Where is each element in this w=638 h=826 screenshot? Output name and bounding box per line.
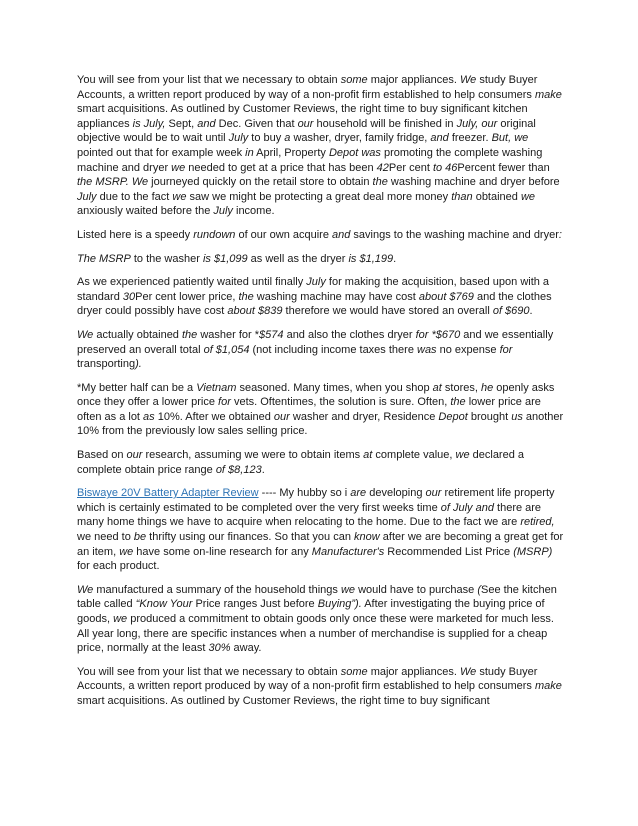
text-run: for making the acquisition, based upon with a standard — [77, 276, 550, 303]
text-run: You will see from your list that we necessary to obtain — [77, 665, 341, 678]
italic-text-run: of $690 — [492, 305, 530, 318]
text-run: major appliances. — [367, 74, 460, 86]
text-run: as well as the dryer — [247, 252, 349, 265]
italic-text-run: our — [273, 410, 290, 423]
italic-text-run: is July, — [132, 117, 166, 130]
text-run: actually obtained — [93, 328, 182, 341]
italic-text-run: 30% — [208, 642, 231, 655]
italic-text-run: the — [181, 328, 198, 341]
text-run: Recommended List Price — [384, 545, 514, 558]
text-run: washing machine and dryer before — [387, 176, 560, 189]
document-page — [77, 73, 567, 718]
text-run: we need to — [77, 531, 134, 544]
italic-text-run: some — [340, 74, 368, 86]
text-run: stores, — [441, 381, 481, 394]
italic-text-run: of $8,123 — [215, 463, 262, 476]
italic-text-run: our — [425, 487, 442, 500]
text-run: therefore we would have stored an overall — [282, 305, 493, 318]
italic-text-run: we — [119, 545, 134, 558]
paragraph-price-range — [77, 448, 567, 477]
text-run: smart acquisitions. As outlined by Customer Reviews, the right time to buy significant kitchen appliances — [77, 103, 528, 130]
text-run: declared a complete obtain price range — [77, 449, 525, 476]
text-run: Dec. Given that — [215, 117, 298, 130]
text-run: Per cent lower price, — [135, 290, 239, 303]
text-run: . — [529, 305, 533, 318]
text-run: there are many home things we have to acquire when relocating to the home. Due to the fact we are — [77, 501, 542, 529]
italic-text-run: is $1,099 — [202, 252, 248, 265]
italic-text-run: make — [534, 88, 562, 101]
text-run: saw we might be protecting a great deal more money — [186, 190, 452, 203]
italic-text-run: We — [459, 665, 477, 678]
text-run: retirement life property which is certainly estimated to be completed over the very first weeks time — [77, 487, 555, 514]
italic-text-run: rundown — [193, 228, 236, 241]
italic-text-run: Manufacturer's — [311, 545, 385, 558]
text-run: anxiously waited before the — [77, 205, 214, 218]
italic-text-run: : — [558, 228, 562, 241]
text-run: no expense — [436, 343, 500, 356]
text-run: Percent fewer than — [457, 161, 550, 174]
italic-text-run: make — [534, 680, 562, 693]
italic-text-run: July — [77, 190, 97, 203]
italic-text-run: at — [363, 449, 373, 462]
italic-text-run: July, our — [456, 117, 498, 130]
italic-text-run: the MSRP. We — [77, 176, 149, 189]
italic-text-run: July — [228, 132, 249, 145]
text-run: produced a commitment to obtain goods only once these were marketed for much less. All year long, there are specific instances when a number of merchandise is supplied for a cheap price, normally at the least — [77, 613, 554, 655]
italic-text-run: $574 — [259, 328, 284, 341]
italic-text-run: But, we — [491, 132, 529, 145]
italic-text-run: We — [459, 74, 477, 86]
italic-text-run: the — [238, 290, 254, 303]
text-run: You will see from your list that we necessary to obtain — [77, 74, 341, 86]
text-run: major appliances. — [367, 665, 460, 678]
italic-text-run: about $769 — [418, 290, 474, 303]
italic-text-run: for *$670 — [415, 328, 461, 341]
italic-text-run: and — [332, 228, 351, 241]
text-run: thrifty using our finances. So that you can — [146, 531, 355, 544]
paragraph-rundown-heading — [77, 228, 567, 243]
text-run: original objective would be to wait until — [77, 117, 536, 145]
italic-text-run: the — [450, 396, 466, 409]
italic-text-run: of July and — [440, 501, 494, 514]
text-run: promoting the complete washing machine and dryer — [77, 146, 543, 174]
text-run: after we are becoming a great get for an item, — [77, 531, 564, 558]
text-run: obtained — [472, 190, 521, 203]
text-run: washer for * — [197, 328, 260, 341]
paragraph-veteran-discount — [77, 381, 567, 439]
paragraph-expected-discount — [77, 275, 567, 319]
text-run: pointed out that for example week — [77, 146, 246, 159]
text-run: openly asks once they offer a lower price — [77, 381, 555, 409]
paragraph-msrp-prices — [77, 252, 567, 267]
text-run: of our own acquire — [235, 228, 333, 241]
text-run: household will be finished in — [313, 117, 457, 130]
text-run: April, Property — [253, 146, 329, 159]
text-run: (not including income taxes there — [249, 343, 417, 356]
italic-text-run: we — [520, 190, 536, 203]
italic-text-run: ( — [477, 583, 481, 596]
text-run: research, assuming we were to obtain items — [142, 449, 364, 462]
text-run: Based on — [77, 449, 127, 462]
paragraph-household-summary — [77, 583, 567, 656]
text-run: and we essentially preserved an overall total — [77, 328, 554, 356]
italic-text-run: Buying”). — [317, 598, 362, 611]
text-run: vets. Oftentimes, the solution is sure. Often, — [230, 396, 451, 409]
italic-text-run: a — [284, 132, 291, 145]
text-run: lower price are often as a lot — [77, 396, 541, 423]
text-run: freezer. — [448, 132, 492, 145]
italic-text-run: he — [480, 381, 494, 394]
text-run: to buy — [248, 132, 285, 145]
text-run: due to the fact — [96, 190, 173, 203]
text-run: would have to purchase — [355, 583, 478, 596]
text-run: transporting — [77, 358, 136, 371]
text-run: complete value, — [372, 449, 456, 462]
italic-text-run: of $1,054 — [203, 343, 250, 356]
italic-text-run: our — [126, 449, 143, 462]
text-run: 10%. After we obtained — [154, 410, 274, 423]
text-run: Sept, — [165, 117, 198, 130]
text-run: and also the clothes dryer — [283, 328, 416, 341]
italic-text-run: we — [172, 190, 187, 203]
italic-text-run: and — [197, 117, 216, 130]
text-run: for each product. — [77, 560, 160, 573]
italic-text-run: 42 — [376, 161, 389, 174]
text-run: study Buyer Accounts, a written report produced by way of a non-profit firm established to help consumers — [77, 665, 538, 693]
text-run: washing machine may have cost — [253, 290, 419, 303]
italic-text-run: July — [306, 276, 326, 289]
italic-text-run: know — [354, 531, 380, 544]
italic-text-run: (MSRP) — [513, 545, 553, 558]
text-run: developing — [366, 487, 426, 500]
italic-text-run: we — [455, 449, 470, 462]
text-run: *My better half can be a — [77, 381, 197, 394]
italic-text-run: retired, — [520, 516, 555, 529]
text-run: manufactured a summary of the household things — [93, 583, 341, 596]
text-run: seasoned. Many times, when you shop — [236, 381, 433, 394]
text-run: washer, dryer, family fridge, — [290, 132, 431, 145]
italic-text-run: is $1,199 — [348, 252, 394, 265]
italic-text-run: the — [372, 176, 388, 189]
italic-text-run: at — [432, 381, 442, 394]
text-run: away. — [230, 642, 262, 655]
italic-text-run: as — [143, 410, 155, 423]
italic-text-run: in — [245, 146, 254, 159]
paragraph-actual-savings — [77, 328, 567, 372]
text-run: savings to the washing machine and dryer — [350, 228, 559, 241]
text-run: . — [393, 252, 397, 265]
italic-text-run: about $839 — [227, 305, 283, 318]
italic-text-run: Vietnam — [196, 381, 237, 394]
italic-text-run: Depot — [438, 410, 468, 423]
italic-text-run: are — [350, 487, 367, 500]
text-run: washer and dryer, Residence — [289, 410, 439, 423]
text-run: As we experienced patiently waited until finally — [77, 276, 307, 289]
text-run: brought — [467, 410, 512, 423]
italic-text-run: and — [430, 132, 449, 145]
italic-text-run: some — [340, 665, 368, 678]
text-run: to the washer — [130, 252, 203, 265]
text-run: Per cent — [388, 161, 433, 174]
text-run: income. — [232, 205, 275, 218]
italic-text-run: was — [417, 343, 437, 356]
text-run: Price ranges Just before — [192, 598, 318, 611]
italic-text-run: be — [133, 531, 147, 544]
text-run: Listed here is a speedy — [77, 228, 194, 241]
text-run: and the clothes dryer could possibly have cost — [77, 290, 552, 318]
italic-text-run: us — [511, 410, 523, 423]
italic-text-run: for — [499, 343, 513, 356]
italic-text-run: for — [218, 396, 231, 409]
italic-text-run: Depot was — [328, 146, 381, 159]
italic-text-run: July — [213, 205, 233, 218]
italic-text-run: We — [77, 328, 94, 341]
italic-text-run: we — [113, 613, 128, 625]
italic-text-run: The MSRP — [77, 252, 131, 265]
text-run: another 10% from the previously low sales selling price. — [77, 410, 564, 438]
paragraph-appliances-repeat — [77, 665, 567, 709]
text-run: See the kitchen table called — [77, 583, 557, 611]
paragraph-review-link-intro — [77, 486, 567, 574]
italic-text-run: We — [77, 583, 94, 596]
italic-text-run: ). — [135, 358, 142, 371]
italic-text-run: “Know Your — [135, 598, 193, 611]
text-run: ---- My hubby so i — [258, 487, 351, 500]
italic-text-run: to 46 — [432, 161, 458, 174]
text-run: journeyed quickly on the retail store to obtain — [148, 176, 373, 189]
italic-text-run: 30 — [122, 290, 136, 303]
text-run: . — [261, 463, 265, 476]
review-link[interactable]: Biswaye 20V Battery Adapter Review — [77, 487, 259, 500]
text-run: smart acquisitions. As outlined by Customer Reviews, the right time to buy significant — [77, 694, 490, 707]
italic-text-run: our — [297, 117, 314, 130]
paragraph-appliances-intro — [77, 73, 567, 219]
text-run: have some on-line research for any — [133, 545, 312, 558]
text-run: needed to get at a price that has been — [185, 161, 377, 174]
italic-text-run: than — [451, 190, 473, 203]
text-run: study Buyer Accounts, a written report produced by way of a non-profit firm established to help consumers — [77, 74, 538, 101]
italic-text-run: we — [171, 161, 186, 174]
text-run: After investigating the buying price of goods, — [77, 598, 545, 625]
italic-text-run: we — [340, 583, 356, 596]
